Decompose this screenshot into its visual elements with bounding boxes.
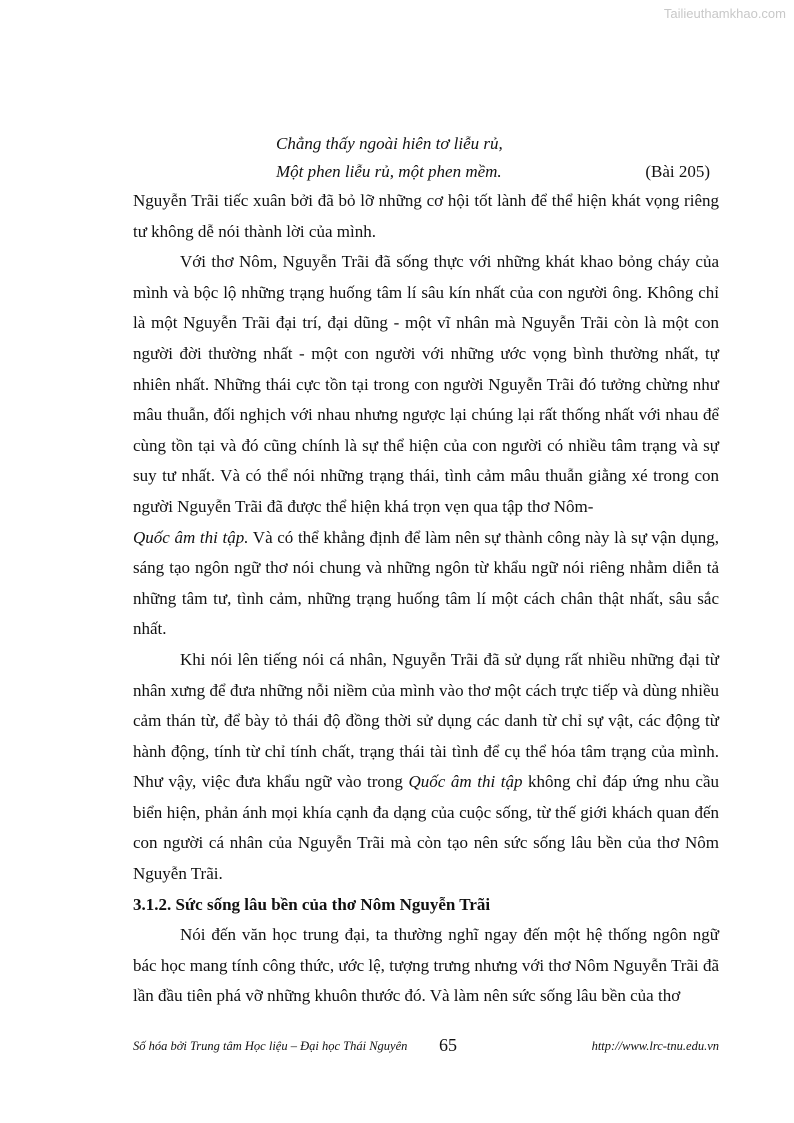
poem-line-1: Chẳng thấy ngoài hiên tơ liễu rủ, xyxy=(276,134,503,153)
paragraph-4: Nói đến văn học trung đại, ta thường nghĩ ngay đến một hệ thống ngôn ngữ bác học mang tính công thức, ước lệ, tượng trưng nhưng với thơ Nôm Nguyễn Trãi đã lần đầu tiên phá vỡ những khuôn thước đó. Và làm nên sức sống lâu bền của thơ xyxy=(133,925,719,1006)
paragraph-1: Nguyễn Trãi tiếc xuân bởi đã bỏ lỡ những cơ hội tốt lành để thể hiện khát vọng riêng tư không dễ nói thành lời của mình. xyxy=(133,191,719,241)
footer-url: http://www.lrc-tnu.edu.vn xyxy=(591,1039,719,1053)
paragraph-2-text-a: Với thơ Nôm, Nguyễn Trãi đã sống thực với những khát khao bỏng cháy của mình và bộc lộ những trạng huống tâm lí sâu kín nhất của con người ông. Không chỉ là một Nguyễn Trãi đại trí, đại dũng - một vĩ nhân mà Nguyễn Trãi còn là một con người đời thường nhất - một con người với những ước vọng bình thường nhất, tự nhiên nhất. Những thái cực tồn tại trong con người Nguyễn Trãi đó tưởng chừng như mâu thuẫn, đối nghịch với nhau nhưng ngược lại chúng lại rất thống nhất với nhau để cùng tồn tại và đó cũng chính là sự thể hiện của con người có nhiều tâm trạng và sự suy tư nhất. Và có thể nói những trạng thái, tình cảm mâu thuẫn giằng xé trong con người Nguyễn Trãi đã được thể hiện khá trọn vẹn qua tập thơ Nôm- xyxy=(133,252,719,516)
document-body xyxy=(133,186,719,1012)
watermark: Tailieuthamkhao.com xyxy=(663,6,786,21)
paragraph-2-text-b: Và có thể khẳng định để làm nên sự thành công này là sự vận dụng, sáng tạo ngôn ngữ thơ nói chung và những ngôn từ khẩu ngữ nói riêng nhằm diễn tả những tâm tư, tình cảm, những trạng huống tâm lí một cách chân thật nhất, sâu sắc nhất. xyxy=(133,527,719,639)
paragraph-2 xyxy=(133,247,719,645)
poem-line-2-text: Một phen liễu rủ, một phen mềm. xyxy=(276,162,502,181)
poem-quote xyxy=(276,130,716,186)
paragraph-3 xyxy=(133,645,719,890)
paragraph-2-book-title: Quốc âm thi tập. xyxy=(133,527,249,547)
poem-source: (Bài 205) xyxy=(645,162,710,181)
paragraph-3-text-b: không chỉ đáp ứng nhu cầu biển hiện, phản ánh mọi khía cạnh đa dạng của cuộc sống, từ thế giới khách quan đến con người cá nhân của Nguyễn Trãi mà còn tạo nên sức sống lâu bền của thơ Nôm Nguyễn Trãi. xyxy=(133,772,719,884)
page-footer xyxy=(133,1035,719,1065)
paragraph-3-book-title: Quốc âm thi tập xyxy=(408,772,523,792)
footer-digitization-credit: Số hóa bởi Trung tâm Học liệu – Đại học Thái Nguyên xyxy=(133,1039,408,1053)
page-number: 65 xyxy=(439,1035,457,1055)
paragraph-3-text-a: Khi nói lên tiếng nói cá nhân, Nguyễn Trãi đã sử dụng rất nhiều những đại từ nhân xưng để đưa những nỗi niềm của mình vào thơ một cách trực tiếp và dùng nhiều cảm thán từ, để bày tỏ thái độ đồng thời sử dụng các danh từ chỉ sự vật, các động từ hành động, tính từ chỉ tính chất, trạng thái tài tình để cụ thể hóa tâm trạng của mình. Như vậy, việc đưa khẩu ngữ vào trong xyxy=(133,649,719,792)
section-heading: 3.1.2. Sức sống lâu bền của thơ Nôm Nguyễn Trãi xyxy=(133,894,491,914)
poem-line-2 xyxy=(276,158,716,186)
